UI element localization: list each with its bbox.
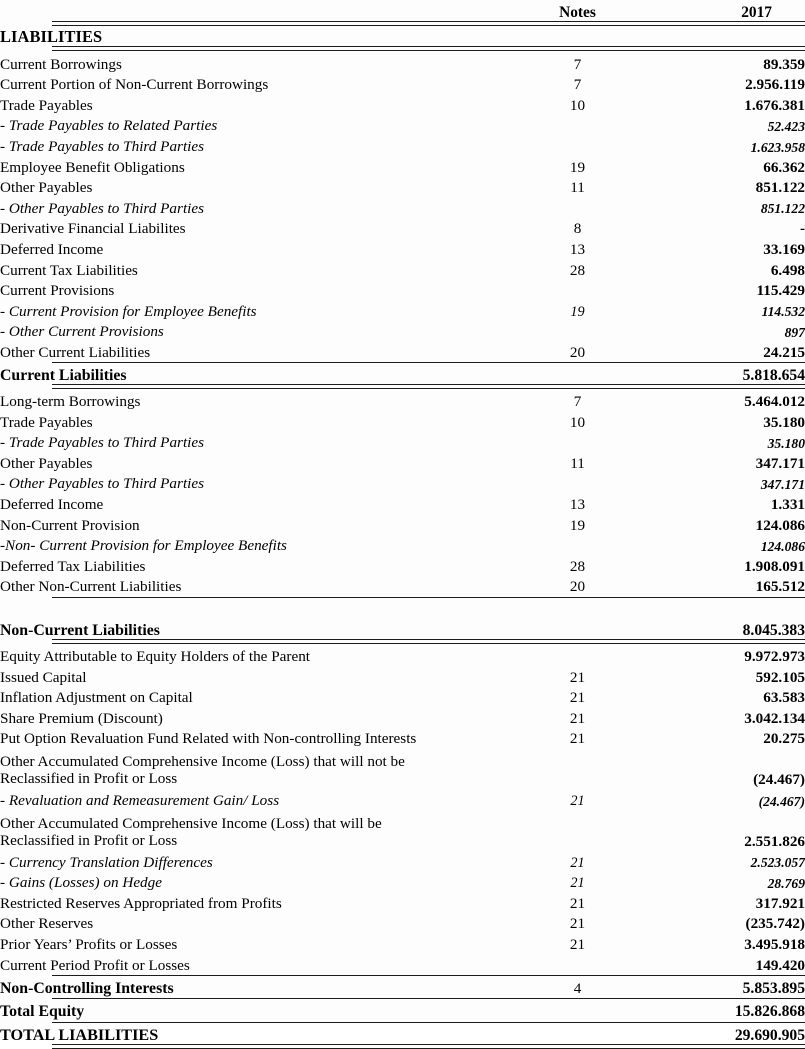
- row-note: 20: [569, 578, 586, 596]
- row-note: [520, 319, 635, 340]
- row-note: 21: [569, 709, 586, 727]
- row-label: Share Premium (Discount): [0, 709, 163, 727]
- row-label: Equity Attributable to Equity Holders of the Parent: [0, 648, 311, 666]
- table-row: [0, 430, 805, 451]
- row-value: 1.908.091: [744, 557, 805, 575]
- table-row: [0, 298, 805, 319]
- row-label: - Trade Payables to Third Parties: [0, 434, 205, 452]
- section-title: LIABILITIES: [0, 26, 103, 46]
- row-label: Current Portion of Non-Current Borrowings: [0, 76, 269, 94]
- row-value: 35.180: [763, 413, 805, 431]
- header-notes: Notes: [559, 4, 596, 22]
- row-label: Current Borrowings: [0, 55, 122, 73]
- row-value: 15.826.868: [734, 1003, 805, 1021]
- row-note: [520, 533, 635, 554]
- row-non-controlling-interests: [0, 976, 805, 997]
- row-total-equity: [0, 999, 805, 1020]
- row-label: Other Reserves: [0, 915, 94, 933]
- row-label: Employee Benefit Obligations: [0, 158, 185, 176]
- table-row: [0, 808, 805, 849]
- row-value: 6.498: [770, 261, 805, 279]
- row-label: Inflation Adjustment on Capital: [0, 689, 193, 707]
- row-label: Put Option Revaluation Fund Related with Non-controlling Interests: [0, 730, 417, 748]
- table-row: [0, 685, 805, 706]
- row-label: Issued Capital: [0, 668, 87, 686]
- row-value: 3.495.918: [744, 935, 805, 953]
- row-value: 52.423: [767, 118, 805, 134]
- row-label: Other Accumulated Comprehensive Income (Loss) that will not be Reclassified in Profit or Loss: [0, 753, 405, 788]
- row-label: Current Period Profit or Losses: [0, 956, 190, 974]
- row-value: 5.853.895: [742, 979, 805, 997]
- row-note: 13: [569, 496, 586, 514]
- row-note: [520, 747, 635, 788]
- row-note: [520, 644, 635, 665]
- row-value: 5.818.654: [742, 367, 805, 385]
- row-value: 124.086: [755, 516, 805, 534]
- row-note: 8: [573, 220, 582, 238]
- row-label: Prior Years’ Profits or Losses: [0, 935, 178, 953]
- table-row: [0, 278, 805, 299]
- row-label: Other Non-Current Liabilities: [0, 578, 182, 596]
- row-note: 7: [573, 76, 582, 94]
- subtotal-current-liabilities: [0, 363, 805, 384]
- table-row: [0, 154, 805, 175]
- row-note: 11: [570, 454, 585, 472]
- row-value: 66.362: [763, 158, 805, 176]
- row-value: 63.583: [763, 689, 805, 707]
- row-label: - Other Current Provisions: [0, 323, 164, 341]
- table-row: [0, 389, 805, 410]
- table-row: [0, 92, 805, 113]
- row-note: [520, 278, 635, 299]
- row-label: Trade Payables: [0, 96, 93, 114]
- row-note: 28: [569, 557, 586, 575]
- table-row: [0, 450, 805, 471]
- table-row: [0, 195, 805, 216]
- row-value: 851.122: [755, 179, 805, 197]
- row-note: [520, 808, 635, 849]
- row-label: Other Payables: [0, 454, 93, 472]
- row-note: [520, 952, 635, 973]
- row-label: Current Provisions: [0, 282, 115, 300]
- row-note: 7: [573, 393, 582, 411]
- row-value: 149.420: [755, 956, 805, 974]
- table-row: [0, 911, 805, 932]
- row-label: Deferred Income: [0, 496, 104, 514]
- row-label: TOTAL LIABILITIES: [0, 1026, 159, 1045]
- table-row: [0, 113, 805, 134]
- row-note: 19: [570, 303, 585, 320]
- section-notes: [520, 26, 635, 47]
- row-value: 851.122: [760, 201, 805, 217]
- row-value: 897: [784, 324, 805, 340]
- row-value: 2.956.119: [745, 76, 805, 94]
- row-value: 35.180: [767, 435, 805, 451]
- row-value: 33.169: [763, 240, 805, 258]
- row-value: 165.512: [755, 578, 805, 596]
- row-label: - Other Payables to Third Parties: [0, 475, 205, 493]
- row-note: 21: [569, 915, 586, 933]
- table-row: [0, 932, 805, 953]
- row-label: Other Accumulated Comprehensive Income (Loss) that will be Reclassified in Profit or Loss: [0, 814, 382, 850]
- table-row: [0, 849, 805, 870]
- row-label: Non-Current Provision: [0, 516, 140, 534]
- row-label: - Trade Payables to Related Parties: [0, 117, 218, 135]
- table-row: [0, 574, 805, 595]
- row-note: 21: [570, 875, 585, 892]
- table-row: [0, 553, 805, 574]
- row-note: [520, 1023, 635, 1044]
- row-note: [520, 363, 635, 384]
- row-label: Deferred Income: [0, 240, 104, 258]
- row-note: [520, 471, 635, 492]
- row-note: 19: [569, 158, 586, 176]
- table-row: [0, 471, 805, 492]
- row-value: (24.467): [758, 793, 805, 809]
- table-row: [0, 512, 805, 533]
- row-note: 10: [569, 96, 586, 114]
- header-blank: [0, 0, 520, 21]
- row-value: 2.523.057: [750, 855, 805, 871]
- row-value: 2.551.826: [744, 832, 805, 850]
- row-note: 19: [569, 516, 586, 534]
- row-note: [520, 999, 635, 1020]
- row-value: 1.676.381: [744, 96, 805, 114]
- row-value: -: [799, 220, 805, 238]
- row-label: Non-Current Liabilities: [0, 621, 160, 639]
- table-rule: [0, 1044, 805, 1049]
- row-note: 4: [573, 980, 582, 998]
- row-value: 1.331: [770, 496, 805, 514]
- row-label: - Revaluation and Remeasurement Gain/ Loss: [0, 791, 280, 809]
- table-row: [0, 952, 805, 973]
- row-value: 347.171: [755, 454, 805, 472]
- row-note: 28: [569, 261, 586, 279]
- row-label: Derivative Financial Liabilites: [0, 220, 186, 238]
- table-row: [0, 705, 805, 726]
- table-row: [0, 175, 805, 196]
- row-value: 1.623.958: [750, 139, 805, 155]
- row-value: 114.532: [761, 304, 805, 320]
- row-note: [520, 113, 635, 134]
- row-value: 124.086: [760, 538, 805, 554]
- row-label: Trade Payables: [0, 413, 93, 431]
- row-value: 89.359: [763, 55, 805, 73]
- row-label: Other Current Liabilities: [0, 343, 151, 361]
- row-note: 7: [573, 55, 582, 73]
- row-label: - Other Payables to Third Parties: [0, 199, 205, 217]
- row-label: Deferred Tax Liabilities: [0, 557, 146, 575]
- row-value: 9.972.973: [744, 648, 805, 666]
- table-row: [0, 319, 805, 340]
- row-value: 8.045.383: [742, 622, 805, 640]
- row-note: 10: [569, 413, 586, 431]
- row-label: - Trade Payables to Third Parties: [0, 137, 205, 155]
- row-label: - Currency Translation Differences: [0, 853, 213, 871]
- row-note: 13: [569, 240, 586, 258]
- table-row: [0, 216, 805, 237]
- row-note: [520, 134, 635, 155]
- row-label: Current Liabilities: [0, 366, 127, 384]
- section-value: [635, 26, 805, 47]
- row-value: 5.464.012: [744, 393, 805, 411]
- row-value: 115.429: [756, 282, 805, 300]
- row-total-liabilities: [0, 1023, 805, 1044]
- row-value: (24.467): [753, 771, 805, 789]
- row-value: 28.769: [767, 875, 805, 891]
- row-note: [520, 598, 635, 639]
- row-note: 21: [569, 935, 586, 953]
- row-note: 21: [569, 689, 586, 707]
- table-row: [0, 890, 805, 911]
- table-row: [0, 533, 805, 554]
- row-note: [520, 195, 635, 216]
- row-label: Non-Controlling Interests: [0, 979, 174, 997]
- row-value: (235.742): [745, 915, 805, 933]
- row-note: 21: [570, 792, 585, 809]
- table-row: [0, 492, 805, 513]
- row-note: 21: [569, 730, 586, 748]
- table-row: [0, 134, 805, 155]
- table-row: [0, 664, 805, 685]
- table-row: [0, 788, 805, 809]
- row-value: 317.921: [755, 894, 805, 912]
- subtotal-non-current-liabilities: [0, 598, 805, 639]
- row-value: 3.042.134: [744, 709, 805, 727]
- row-value: 347.171: [760, 477, 805, 493]
- row-value: 24.215: [763, 343, 805, 361]
- section-heading-liabilities: [0, 26, 805, 47]
- table-row: [0, 237, 805, 258]
- table-row: [0, 51, 805, 72]
- row-note: 21: [570, 854, 585, 871]
- table-row: [0, 72, 805, 93]
- row-note: 20: [569, 343, 586, 361]
- table-header-row: [0, 0, 805, 21]
- table-row: [0, 409, 805, 430]
- table-row: [0, 870, 805, 891]
- table-row: [0, 747, 805, 788]
- row-note: 21: [569, 668, 586, 686]
- header-year: 2017: [741, 4, 772, 22]
- row-label: Total Equity: [0, 1003, 85, 1021]
- row-label: - Gains (Losses) on Hedge: [0, 874, 162, 892]
- row-value: 20.275: [763, 730, 805, 748]
- row-label: Current Tax Liabilities: [0, 261, 138, 279]
- row-note: 11: [570, 179, 585, 197]
- row-label: Long-term Borrowings: [0, 393, 141, 411]
- row-note: 21: [569, 894, 586, 912]
- table-row: [0, 726, 805, 747]
- rule-cell: [0, 1044, 805, 1049]
- row-note: [520, 430, 635, 451]
- table-row: [0, 644, 805, 665]
- row-label: -Non- Current Provision for Employee Benefits: [0, 537, 287, 555]
- row-label: - Current Provision for Employee Benefits: [0, 302, 257, 320]
- row-label: Other Payables: [0, 179, 93, 197]
- row-value: 29.690.905: [734, 1026, 805, 1044]
- table-row: [0, 340, 805, 361]
- horizontal-rule: [52, 1044, 805, 1049]
- row-label: Restricted Reserves Appropriated from Profits: [0, 894, 282, 912]
- table-row: [0, 257, 805, 278]
- row-value: 592.105: [755, 668, 805, 686]
